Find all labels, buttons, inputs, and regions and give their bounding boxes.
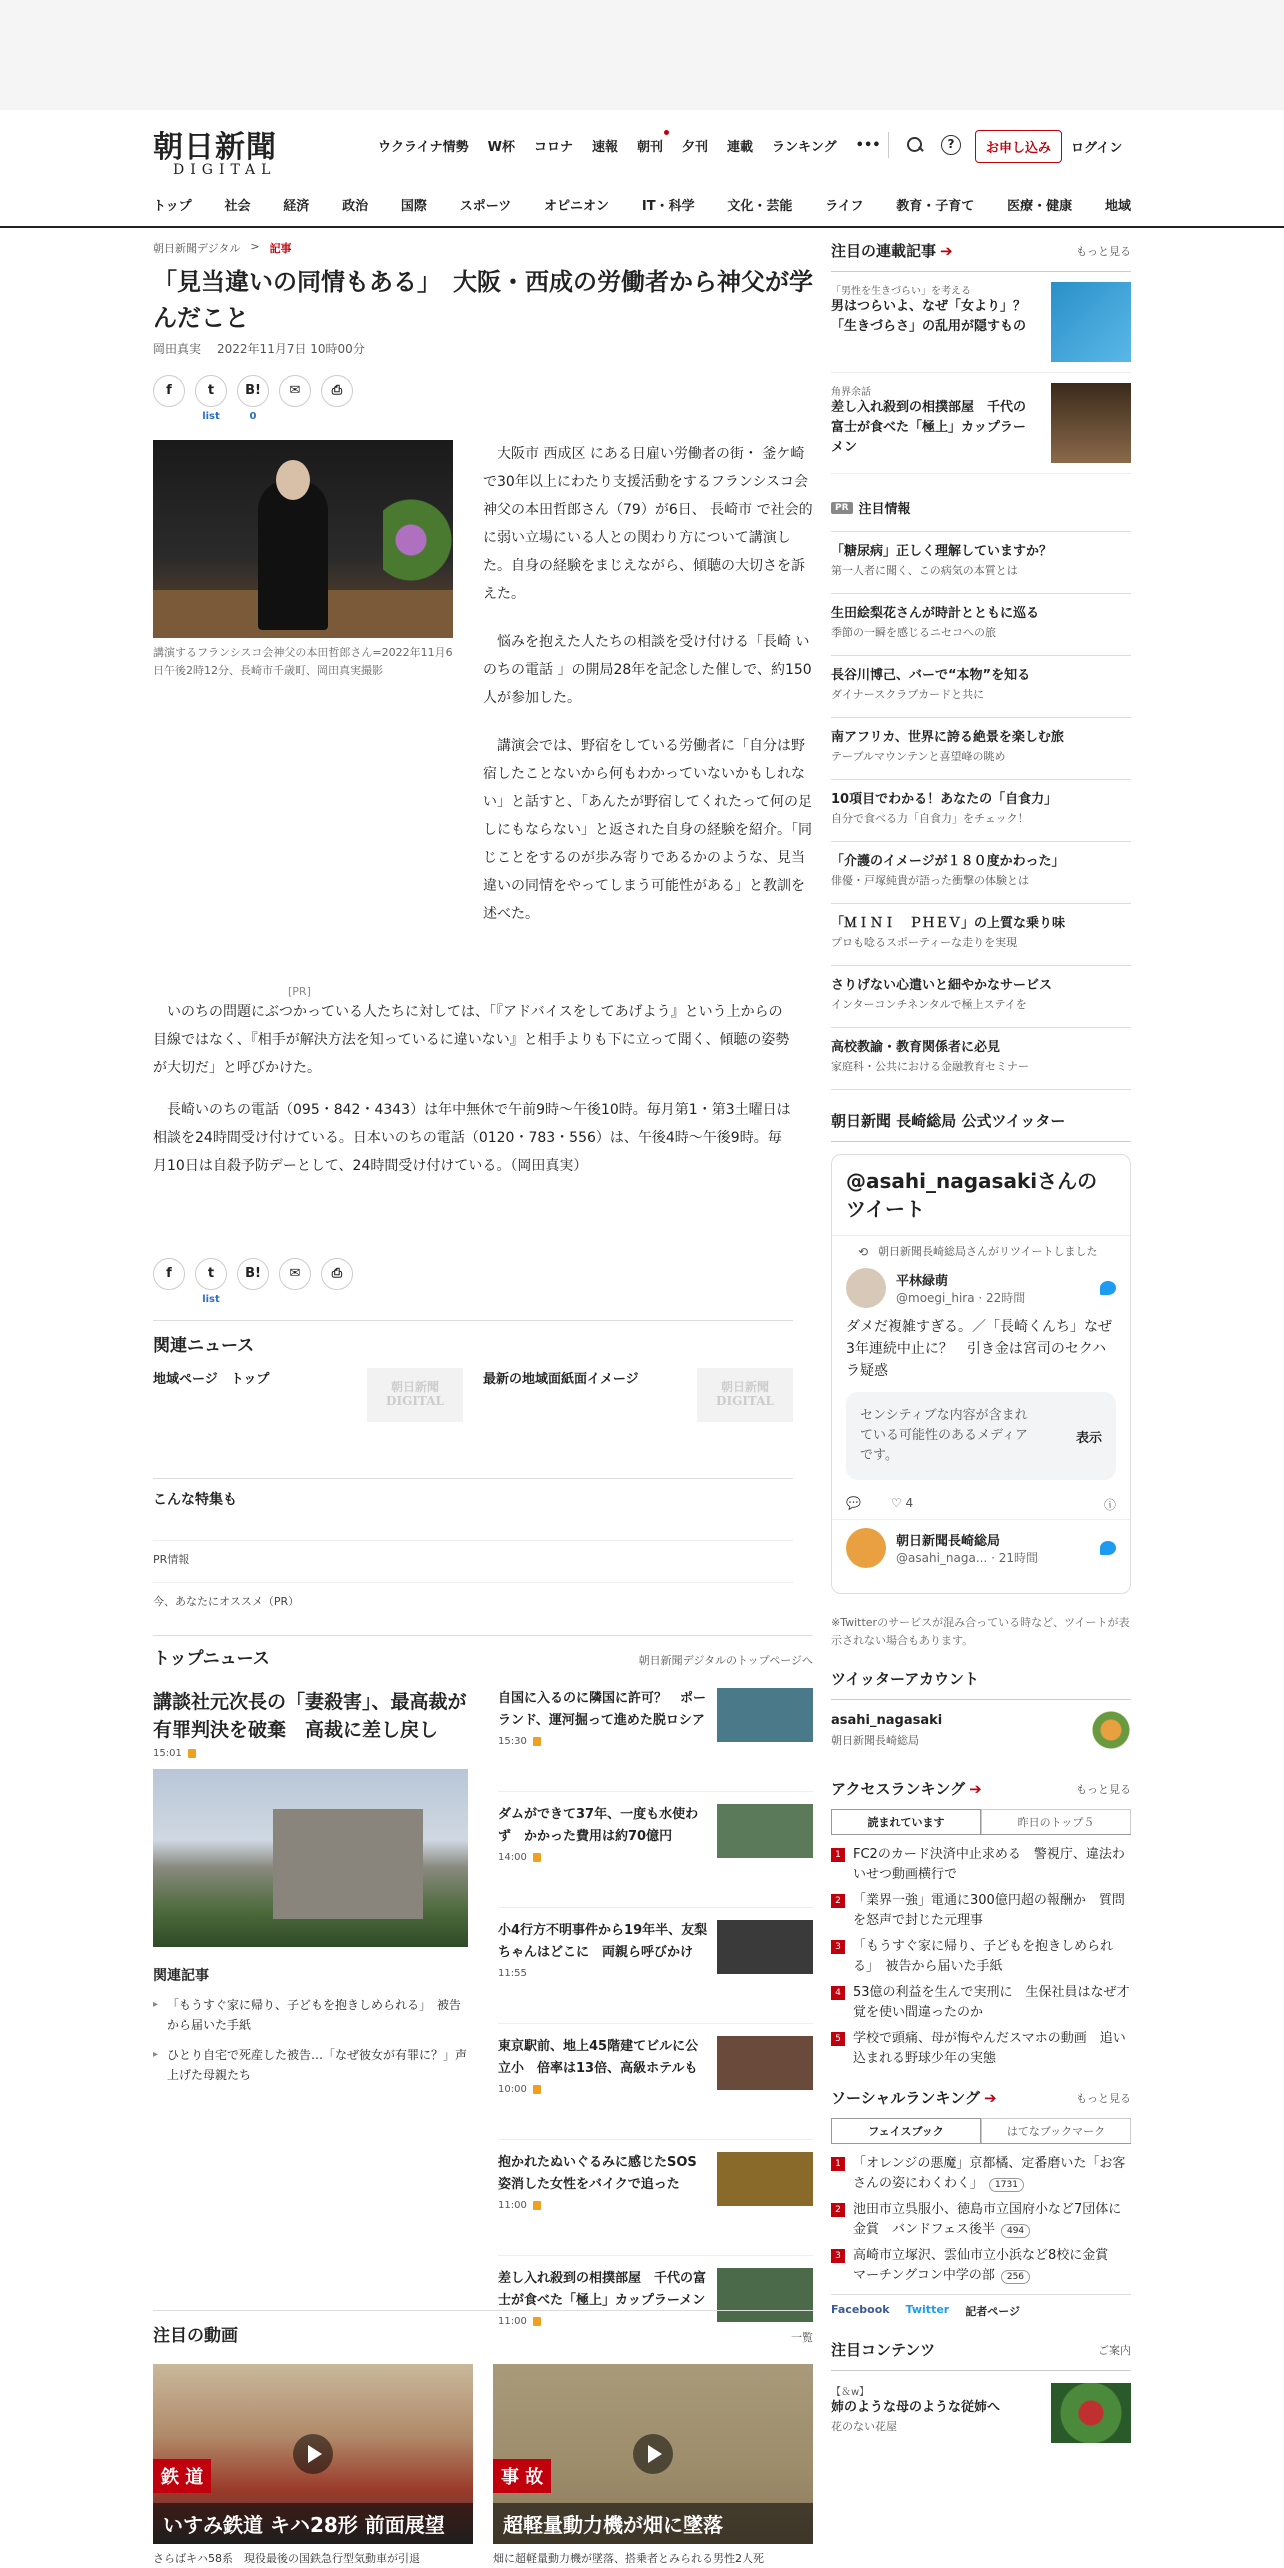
twitter-share-icon[interactable] bbox=[195, 375, 227, 422]
pr-item-title: 南アフリカ、世界に誇る絶景を楽しむ旅 bbox=[831, 730, 1064, 745]
pr-item[interactable] bbox=[831, 532, 1131, 594]
hatena-share-icon[interactable] bbox=[237, 375, 269, 422]
header-icons bbox=[888, 132, 961, 158]
serial-thumb bbox=[1051, 282, 1131, 362]
related-item[interactable] bbox=[483, 1368, 793, 1422]
tab-most-read[interactable]: 読まれています bbox=[831, 1809, 981, 1834]
paragraph: 悩みを抱えた人たちの相談を受け付ける「長崎 いのちの電話 」の開局28年を記念した催しで、約150人が参加した。 bbox=[483, 634, 812, 706]
news-item[interactable] bbox=[498, 1688, 813, 1792]
twitter-share-icon[interactable] bbox=[195, 1258, 227, 1305]
share-bar-bottom bbox=[153, 1258, 353, 1305]
pr-item-desc: テーブルマウンテンと喜望峰の眺め bbox=[831, 750, 1006, 763]
login-button[interactable]: ログイン bbox=[1071, 141, 1123, 156]
hatena-glyph: B! bbox=[245, 1266, 261, 1281]
search-icon[interactable] bbox=[905, 135, 925, 155]
access-ranking-title: アクセスランキング bbox=[831, 1780, 966, 1798]
article-body bbox=[483, 440, 813, 948]
photo-caption: 講演するフランシスコ会神父の本田哲郎さん=2022年11月6日午後2時12分、長崎市千歳町、岡田真実撮影 bbox=[153, 646, 453, 677]
tweet-author[interactable] bbox=[832, 1520, 1130, 1576]
related-news bbox=[153, 1320, 793, 1422]
video-card[interactable] bbox=[153, 2364, 473, 2566]
pr-item[interactable] bbox=[831, 594, 1131, 656]
feature-heading: こんな特集も bbox=[153, 1478, 793, 1509]
content-thumb bbox=[1051, 2383, 1131, 2443]
pr-info-heading: PR情報 bbox=[153, 1540, 793, 1567]
pr-item-desc: 家庭科・公共における金融教育セミナー bbox=[831, 1060, 1029, 1073]
breadcrumb-home[interactable]: 朝日新聞デジタル bbox=[153, 242, 241, 255]
nav-ukraine[interactable]: ウクライナ情勢 bbox=[378, 140, 469, 155]
content-desc: 花のない花屋 bbox=[831, 2420, 897, 2433]
tweet-author-name: 平林緑萌 bbox=[896, 1274, 949, 1289]
cat-society[interactable]: 社会 bbox=[224, 199, 251, 214]
pr-item-title: 生田絵梨花さんが時計とともに巡る bbox=[831, 606, 1040, 621]
pr-item-title: 「介護のイメージが１８０度かわった」 bbox=[831, 854, 1065, 869]
access-more-link[interactable]: もっと見る bbox=[1076, 1782, 1131, 1796]
facebook-glyph: f bbox=[166, 1266, 172, 1281]
rank-number: 2 bbox=[831, 1894, 845, 1908]
twitter-count[interactable]: list bbox=[202, 1294, 220, 1305]
video-desc[interactable]: さらばキハ58系 現役最後の国鉄急行型気動車が引退 bbox=[153, 2552, 420, 2565]
video-caption: いすみ鉄道 キハ28形 前面展望 bbox=[153, 2503, 473, 2544]
cat-culture[interactable]: 文化・芸能 bbox=[727, 199, 793, 214]
ranking-item[interactable] bbox=[831, 2154, 1131, 2194]
ranking-title: 「もうすぐ家に帰り、子どもを抱きしめられる」 被告から届いた手紙 bbox=[853, 1939, 1114, 1974]
author-link[interactable]: 岡田真実 bbox=[153, 342, 202, 356]
like-count: 4 bbox=[905, 1496, 914, 1510]
twitter-account bbox=[831, 1668, 1131, 1760]
news-title: 東京駅前、地上45階建てビルに公立小 倍率は13倍、高級ホテルも bbox=[498, 2039, 699, 2076]
pr-item-desc: 季節の一瞬を感じるニセコへの旅 bbox=[831, 626, 996, 639]
pr-item-title: さりげない心遣いと細やかなサービス bbox=[831, 978, 1053, 993]
tweet-author-handle: @moegi_hira · 22時間 bbox=[896, 1291, 1026, 1305]
contents-guide-link[interactable]: ご案内 bbox=[1098, 2343, 1131, 2357]
print-glyph: ⎙ bbox=[331, 1266, 343, 1281]
site-header bbox=[0, 110, 1284, 228]
news-thumb bbox=[717, 2152, 813, 2206]
rank-number: 2 bbox=[831, 2203, 845, 2217]
pr-item-desc: インターコンチネンタルで極上ステイを bbox=[831, 998, 1027, 1011]
mail-glyph: ✉ bbox=[289, 383, 301, 398]
tweet-text: ダメだ複雑すぎる。／「長崎くんち」なぜ3年連続中止に？ 引き金は宮司のセクハラ疑惑 bbox=[846, 1319, 1112, 1379]
top-ad-area bbox=[0, 0, 1284, 110]
pr-item-desc: 第一人者に聞く、この病気の本質とは bbox=[831, 564, 1018, 577]
pr-item[interactable] bbox=[831, 718, 1131, 780]
cat-top[interactable]: トップ bbox=[153, 199, 192, 214]
related-article-link[interactable]: ▸ 「もうすぐ家に帰り、子どもを抱きしめられる」 被告から届いた手紙 bbox=[153, 1995, 468, 2035]
pr-item-title: 高校教諭・教育関係者に必見 bbox=[831, 1040, 1001, 1055]
news-title: 自国に入るのに隣国に許可？ ポーランド、運河掘って進めた脱ロシア bbox=[498, 1691, 707, 1728]
account-sub: 朝日新聞長崎総局 bbox=[831, 1733, 919, 1747]
top-nav bbox=[378, 136, 881, 155]
top-news-more-link[interactable]: 朝日新聞デジタルのトップページへ bbox=[638, 1654, 813, 1667]
cat-international[interactable]: 国際 bbox=[400, 199, 427, 214]
tab-facebook[interactable]: フェイスブック bbox=[831, 2118, 981, 2143]
lead-story[interactable] bbox=[153, 1688, 468, 2095]
lead-title[interactable]: 講談社元次長の「妻殺害」、最高裁が有罪判決を破棄 高裁に差し戻し bbox=[153, 1691, 467, 1741]
pr-item[interactable] bbox=[831, 780, 1131, 842]
pr-label: [PR] bbox=[288, 985, 311, 998]
cat-opinion[interactable]: オピニオン bbox=[544, 199, 610, 214]
news-title: 小4行方不明事件から19年半、友梨ちゃんはどこに 両親ら呼びかけ bbox=[498, 1923, 708, 1960]
pr-item-desc: プロも唸るスポーティーな走りを実現 bbox=[831, 936, 1018, 949]
serials-title: 注目の連載記事 bbox=[831, 242, 937, 260]
video-tag: 事 故 bbox=[493, 2459, 551, 2493]
arrow-right-icon[interactable]: ➔ bbox=[983, 2089, 997, 2107]
related-thumb: 朝日新聞 DIGITAL bbox=[367, 1368, 463, 1422]
pr-item-desc: 自分で食べる力「自食力」をチェック！ bbox=[831, 812, 1029, 825]
lock-icon bbox=[533, 1737, 541, 1746]
news-title: 差し入れ殺到の相撲部屋 千代の富士が食べた「極上」カップラーメン bbox=[498, 2271, 707, 2308]
news-item[interactable] bbox=[498, 1804, 813, 1908]
nav-wcup[interactable]: W杯 bbox=[487, 140, 515, 155]
serial-category: 角界余話 bbox=[831, 387, 871, 398]
reply-icon[interactable]: 💬 bbox=[846, 1496, 861, 1510]
top-news bbox=[153, 1635, 813, 2327]
hatena-count: 0 bbox=[249, 411, 257, 422]
social-ranking-title: ソーシャルランキング bbox=[831, 2089, 980, 2107]
news-time: 11:00 bbox=[498, 2316, 527, 2327]
twitter-link[interactable]: Twitter bbox=[905, 2303, 950, 2316]
cat-it-science[interactable]: IT・科学 bbox=[641, 199, 695, 214]
article-photo[interactable] bbox=[153, 440, 453, 638]
ranking-title: 高崎市立塚沢、雲仙市立小浜など8校に金賞 マーチングコン中学の部 bbox=[853, 2248, 1122, 2283]
sensitive-text: センシティブな内容が含まれている可能性のあるメディアです。 bbox=[860, 1408, 1028, 1463]
news-time: 11:00 bbox=[498, 2200, 527, 2211]
arrow-right-icon[interactable]: ➔ bbox=[940, 242, 953, 260]
pr-item[interactable] bbox=[831, 904, 1131, 966]
more-menu-icon[interactable]: ••• bbox=[855, 138, 881, 153]
arrow-right-icon[interactable]: ➔ bbox=[969, 1780, 982, 1798]
video-thumb[interactable] bbox=[493, 2364, 813, 2544]
breadcrumb bbox=[153, 240, 813, 256]
rank-number: 1 bbox=[831, 2157, 845, 2171]
play-icon[interactable] bbox=[633, 2434, 673, 2474]
cat-health[interactable]: 医療・健康 bbox=[1007, 199, 1073, 214]
photo-flowers bbox=[383, 480, 453, 630]
serials-more-link[interactable]: もっと見る bbox=[1076, 244, 1131, 258]
news-time: 11:55 bbox=[498, 1968, 527, 1979]
featured-contents bbox=[831, 2339, 1131, 2443]
content-item[interactable] bbox=[831, 2383, 1131, 2443]
twitter-timeline bbox=[831, 1154, 1131, 1594]
nav-morning[interactable]: 朝刊 bbox=[637, 136, 663, 155]
twitter-bird-icon bbox=[1100, 1281, 1116, 1295]
news-time: 10:00 bbox=[498, 2084, 527, 2095]
pr-badge: PR bbox=[831, 502, 853, 514]
reporter-page-link[interactable]: 記者ページ bbox=[965, 2305, 1020, 2318]
site-logo[interactable] bbox=[153, 122, 283, 178]
print-icon[interactable] bbox=[321, 375, 353, 407]
facebook-share-icon[interactable] bbox=[153, 1258, 185, 1290]
pr-item-title: 10項目でわかる！あなたの「自食力」 bbox=[831, 792, 1058, 807]
ranking-title: 53億の利益を生んで実刑に 生保社員はなぜ才覚を使い間違ったのか bbox=[853, 1985, 1130, 2020]
ranking-title: 池田市立呉服小、徳島市立国府小など7団体に金賞 バンドフェス後半 bbox=[853, 2202, 1122, 2237]
play-icon[interactable] bbox=[293, 2434, 333, 2474]
publish-date: 2022年11月7日 10時00分 bbox=[217, 342, 365, 356]
access-ranking bbox=[831, 1778, 1131, 2069]
ranking-title: 「業界一強」電通に300億円超の報酬か 質問を怒声で封じた元理事 bbox=[853, 1893, 1125, 1928]
print-icon[interactable] bbox=[321, 1258, 353, 1290]
video-card[interactable] bbox=[493, 2364, 813, 2566]
lead-time: 15:01 bbox=[153, 1748, 182, 1759]
lock-icon bbox=[533, 1853, 541, 1862]
pr-item[interactable] bbox=[831, 966, 1131, 1028]
avatar[interactable] bbox=[846, 1268, 886, 1308]
timeline-header[interactable]: @asahi_nagasakiさんのツイート bbox=[832, 1155, 1130, 1236]
retweet-notice: ⟲ 朝日新聞長崎総局さんがリツイートしました bbox=[832, 1236, 1130, 1260]
rank-number: 3 bbox=[831, 2249, 845, 2263]
news-time: 14:00 bbox=[498, 1852, 527, 1863]
related-title: 関連ニュース bbox=[153, 1336, 255, 1356]
sidebar bbox=[831, 240, 1131, 2443]
pr-item-desc: ダイナースクラブカードと共に bbox=[831, 688, 985, 701]
print-glyph: ⎙ bbox=[331, 383, 343, 398]
sensitive-media-warning bbox=[846, 1392, 1116, 1480]
paragraph: 長崎いのちの電話（095・842・4343）は年中無休で午前9時～午後10時。毎月第1・第3土曜日は相談を24時間受け付けている。日本いのちの電話（0120・783・556）は、午後4時～午後9時。毎月10日は自殺予防デーとして、24時間受け付けている。（岡田真実） bbox=[153, 1102, 791, 1174]
rank-number: 5 bbox=[831, 2032, 845, 2046]
video-tag: 鉄 道 bbox=[153, 2459, 211, 2493]
pr-item[interactable] bbox=[831, 656, 1131, 718]
nav-breaking[interactable]: 速報 bbox=[591, 140, 618, 155]
facebook-glyph: f bbox=[166, 383, 172, 398]
ranking-item[interactable] bbox=[831, 2029, 1131, 2069]
cat-region[interactable]: 地域 bbox=[1104, 199, 1131, 214]
news-title: ダムができて37年、一度も水使わず かかった費用は約70億円 bbox=[498, 1807, 699, 1844]
facebook-share-icon[interactable] bbox=[153, 375, 185, 407]
twitter-note: ※Twitterのサービスが混み合っている時など、ツイートが表示されない場合もあります。 bbox=[831, 1616, 1130, 1647]
videos-title: 注目の動画 bbox=[153, 2326, 238, 2346]
ranking-item[interactable] bbox=[831, 1891, 1131, 1931]
account-name[interactable]: asahi_nagasaki bbox=[831, 1712, 943, 1728]
mail-icon[interactable] bbox=[279, 1258, 311, 1290]
article-title: 「見当違いの同情もある」 大阪・西成の労働者から神父が学んだこと bbox=[153, 268, 813, 332]
article-body-full bbox=[153, 998, 793, 1194]
info-icon[interactable]: ⓘ bbox=[1103, 1498, 1116, 1512]
related-item[interactable] bbox=[153, 1368, 463, 1422]
tab-yesterday-top5[interactable]: 昨日のトップ５ bbox=[981, 1809, 1131, 1834]
news-thumb bbox=[717, 1688, 813, 1742]
top-news-list bbox=[498, 1688, 813, 2384]
paragraph: 大阪市 西成区 にある日雇い労働者の街・ 釜ケ崎 で30年以上にわたり支援活動をするフランシスコ会神父の本田哲郎さん（79）が6日、 長崎市 で社会的に弱い立場にいる人との関わり方について講演した。自身の経験をまじえながら、傾聴の大切さを訴えた。 bbox=[483, 446, 813, 602]
lead-photo[interactable] bbox=[153, 1769, 468, 1947]
related-article-link[interactable]: ▸ ひとり自宅で死産した被告…「なぜ彼女が有罪に？」声上げた母親たち bbox=[153, 2045, 468, 2085]
cat-life[interactable]: ライフ bbox=[825, 199, 864, 214]
related-item-label: 地域ページ トップ bbox=[153, 1372, 270, 1387]
paragraph: いのちの問題にぶつかっている人たちに対しては、「『アドバイスをしてあげよう』という上からの目線ではなく、『相手が解決方法を知っているに違いない』と相手よりも下に立って聞く、傾聴の姿勢が大切だ」と呼びかけた。 bbox=[153, 1004, 790, 1076]
photo-building bbox=[273, 1809, 423, 1919]
pr-item[interactable] bbox=[831, 842, 1131, 904]
twitter-bird-icon bbox=[1100, 1541, 1116, 1555]
related-thumb: 朝日新聞 DIGITAL bbox=[697, 1368, 793, 1422]
share-count-badge: 256 bbox=[1001, 2270, 1030, 2284]
hatena-glyph: B! bbox=[245, 383, 261, 398]
hatena-share-icon[interactable] bbox=[237, 1258, 269, 1290]
content-category: 【＆w】 bbox=[831, 2387, 870, 2398]
rank-number: 3 bbox=[831, 1940, 845, 1954]
cat-education[interactable]: 教育・子育て bbox=[896, 199, 975, 214]
tweet-actions bbox=[832, 1490, 1130, 1520]
featured-videos bbox=[153, 2310, 813, 2566]
cat-politics[interactable]: 政治 bbox=[342, 199, 369, 214]
tweet-author-handle: @asahi_naga... · 21時間 bbox=[896, 1551, 1038, 1565]
serial-title: 男はつらいよ、なぜ「女より」？ 「生きづらさ」の乱用が隠すもの bbox=[831, 299, 1040, 334]
social-ranking bbox=[831, 2087, 1131, 2319]
cat-sports[interactable]: スポーツ bbox=[459, 199, 512, 214]
pr-list bbox=[831, 531, 1131, 1090]
share-count-badge: 494 bbox=[1001, 2224, 1030, 2238]
share-count-badge: 1731 bbox=[989, 2178, 1024, 2192]
news-item[interactable] bbox=[498, 2152, 813, 2256]
serial-category: 「男性を生きづらい」を考える bbox=[831, 286, 971, 297]
facebook-link[interactable]: Facebook bbox=[831, 2303, 890, 2316]
logo-latin: DIGITAL bbox=[173, 162, 277, 178]
byline bbox=[153, 340, 813, 357]
ranking-title: 学校で頭痛、母が悔やんだスマホの動画 追い込まれる野球少年の実態 bbox=[853, 2031, 1126, 2066]
twitter-glyph: t bbox=[207, 383, 215, 398]
video-desc[interactable]: 畑に超軽量動力機が墜落、搭乗者とみられる男性2人死 bbox=[493, 2552, 764, 2565]
account-avatar[interactable] bbox=[1091, 1710, 1131, 1750]
article-figure bbox=[153, 440, 453, 680]
breadcrumb-current: 記事 bbox=[269, 242, 292, 255]
photo-speaker bbox=[258, 480, 328, 630]
nav-ranking[interactable]: ランキング bbox=[772, 140, 837, 155]
mail-glyph: ✉ bbox=[289, 1266, 301, 1281]
tweet-author-name: 朝日新聞長崎総局 bbox=[896, 1534, 1001, 1549]
related-articles-title: 関連記事 bbox=[153, 1968, 209, 1984]
pr-item-title: 長谷川博己、バーで“本物”を知る bbox=[831, 668, 1031, 683]
lock-icon bbox=[533, 2201, 541, 2210]
pr-item-title: 「糖尿病」正しく理解していますか？ bbox=[831, 544, 1053, 559]
cat-economy[interactable]: 経済 bbox=[283, 199, 310, 214]
social-more-link[interactable]: もっと見る bbox=[1076, 2091, 1131, 2105]
news-time: 15:30 bbox=[498, 1736, 527, 1747]
serials-header bbox=[831, 240, 1131, 272]
breadcrumb-sep: > bbox=[250, 240, 260, 253]
avatar[interactable] bbox=[846, 1528, 886, 1568]
recommend-heading: 今、あなたにオススメ（PR） bbox=[153, 1582, 793, 1609]
divider bbox=[888, 132, 889, 158]
nav-evening[interactable]: 夕刊 bbox=[682, 140, 709, 155]
share-bar-top bbox=[153, 375, 813, 422]
rank-number: 4 bbox=[831, 1986, 845, 2000]
subscribe-button[interactable]: お申し込み bbox=[975, 130, 1062, 163]
nav-corona[interactable]: コロナ bbox=[533, 140, 573, 155]
news-thumb bbox=[717, 1920, 813, 1974]
logo-kanji: 朝日新聞 bbox=[153, 130, 277, 165]
contents-title: 注目コンテンツ bbox=[831, 2341, 936, 2359]
pr-section-title bbox=[831, 498, 1131, 517]
ranking-item[interactable] bbox=[831, 1937, 1131, 1977]
ranking-title: FC2のカード決済中止求める 警視庁、違法わいせつ動画横行で bbox=[853, 1847, 1125, 1882]
ranking-item[interactable] bbox=[831, 1983, 1131, 2023]
pr-item[interactable] bbox=[831, 1028, 1131, 1090]
top-news-title: トップニュース bbox=[153, 1649, 270, 1669]
serial-title: 差し入れ殺到の相撲部屋 千代の富士が食べた「極上」カップラーメン bbox=[831, 400, 1027, 455]
category-nav bbox=[153, 195, 1131, 214]
article-main bbox=[153, 240, 813, 2565]
paragraph: 講演会では、野宿をしている労働者に「自分は野宿したことないから何もわかっていないかもしれない」と話すと、「あんたが野宿してくれたって何の足しにもならない」と返された自身の経験を紹介。「同じことをするのが歩み寄りであるかのような、見当違いの同情をやってしまう可能性がある」と教訓を述べた。 bbox=[483, 738, 812, 922]
photo-speaker-head bbox=[276, 460, 310, 500]
ranking-title: 「オレンジの悪魔」京都橘、定番磨いた「お客さんの姿にわくわく」 bbox=[853, 2156, 1126, 2191]
like-icon[interactable]: ♡ 4 bbox=[890, 1496, 914, 1510]
lock-icon bbox=[188, 1749, 196, 1758]
ranking-item[interactable] bbox=[831, 2246, 1131, 2286]
twitter-section-title: 朝日新聞 長崎総局 公式ツイッター bbox=[831, 1110, 1131, 1142]
help-icon[interactable]: ? bbox=[941, 135, 961, 155]
news-title: 抱かれたぬいぐるみに感じたSOS 姿消した女性をバイクで追った bbox=[498, 2155, 710, 2192]
serial-thumb bbox=[1051, 383, 1131, 463]
pr-title: 注目情報 bbox=[858, 502, 911, 517]
video-thumb[interactable] bbox=[153, 2364, 473, 2544]
twitter-count[interactable]: list bbox=[202, 411, 220, 422]
news-thumb bbox=[717, 1804, 813, 1858]
pr-item-title: 「ＭＩＮＩ ＰＨＥＶ」の上質な乗り味 bbox=[831, 916, 1066, 931]
ranking-item[interactable] bbox=[831, 2200, 1131, 2240]
pr-item-desc: 俳優・戸塚純貴が語った衝撃の体験とは bbox=[831, 874, 1029, 887]
nav-serials[interactable]: 連載 bbox=[727, 140, 754, 155]
tweet-author[interactable] bbox=[832, 1260, 1130, 1316]
ranking-item[interactable] bbox=[831, 1845, 1131, 1885]
tab-hatena[interactable]: はてなブックマーク bbox=[981, 2118, 1131, 2143]
serial-item[interactable] bbox=[831, 272, 1131, 373]
rank-number: 1 bbox=[831, 1848, 845, 1862]
related-item-label: 最新の地域面紙面イメージ bbox=[483, 1372, 639, 1387]
show-media-button[interactable]: 表示 bbox=[1075, 1430, 1102, 1446]
video-caption: 超軽量動力機が畑に墜落 bbox=[493, 2503, 813, 2544]
mail-icon[interactable] bbox=[279, 375, 311, 407]
social-links bbox=[831, 2294, 1131, 2319]
twitter-glyph: t bbox=[207, 1266, 215, 1281]
account-title: ツイッターアカウント bbox=[831, 1668, 1131, 1700]
videos-more-link[interactable]: 一覧 bbox=[791, 2331, 813, 2344]
lock-icon bbox=[533, 2085, 541, 2094]
serial-item[interactable] bbox=[831, 373, 1131, 474]
news-item[interactable] bbox=[498, 1920, 813, 2024]
news-item[interactable] bbox=[498, 2036, 813, 2140]
content-title: 姉のような母のような従姉へ bbox=[831, 2400, 1001, 2415]
news-thumb bbox=[717, 2036, 813, 2090]
